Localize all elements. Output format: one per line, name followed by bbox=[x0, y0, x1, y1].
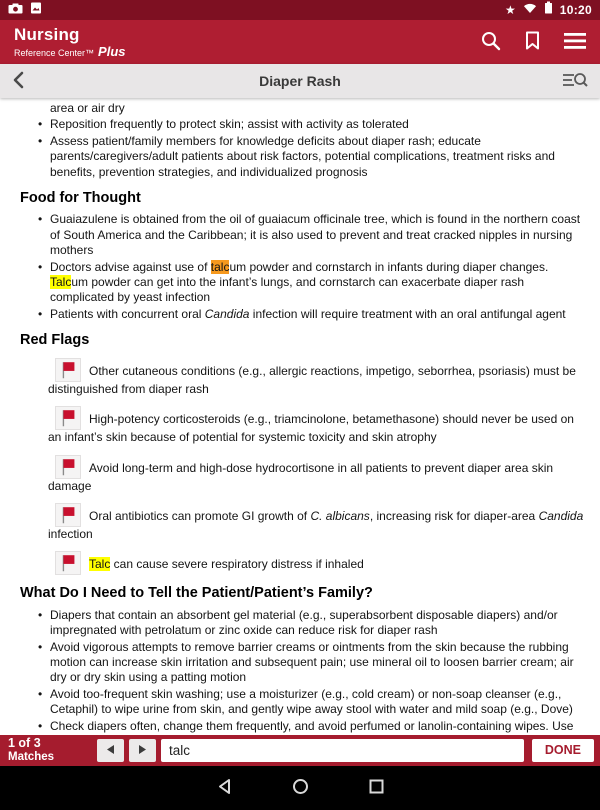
menu-icon bbox=[564, 33, 586, 52]
text-segment: C. albicans bbox=[310, 508, 370, 523]
android-nav-bar bbox=[0, 766, 600, 810]
battery-icon bbox=[544, 1, 553, 19]
find-bar bbox=[0, 735, 600, 766]
red-flag-icon bbox=[55, 406, 81, 430]
status-bar bbox=[0, 0, 600, 20]
camera-icon bbox=[8, 1, 23, 19]
article-body[interactable] bbox=[0, 98, 600, 735]
text-segment: Other cutaneous conditions (e.g., allergic reactions, impetigo, seborrhea, psoriasis) must be distinguished from diaper rash bbox=[48, 363, 576, 396]
back-icon bbox=[216, 778, 233, 798]
back-chevron-icon bbox=[12, 71, 24, 92]
back-button[interactable] bbox=[12, 71, 24, 92]
app-logo-title: Nursing bbox=[14, 25, 80, 44]
text-segment: Avoid too-frequent skin washing; use a moisturizer (e.g., cold cream) or non-soap cleanser (e.g., Cetaphil) to wipe urine from skin, and gently wipe away stool with water and mild soap (e.g., Dove) bbox=[50, 686, 573, 717]
text-segment: Check diapers often, change them frequently, and avoid perfumed or lanolin-containing wipes. Use bbox=[50, 718, 574, 733]
bullet-item bbox=[37, 134, 584, 180]
next-match-button[interactable] bbox=[129, 739, 156, 762]
search-match: Talc bbox=[50, 275, 72, 290]
status-bar-left bbox=[8, 1, 42, 19]
text-segment: Doctors advise against use of bbox=[50, 259, 211, 274]
text-segment: Candida bbox=[204, 306, 250, 321]
app-bar bbox=[0, 20, 600, 64]
doc-header bbox=[0, 64, 600, 98]
bookmark-button[interactable] bbox=[525, 31, 540, 53]
red-flag-icon bbox=[55, 503, 81, 527]
text-segment: area or air dry bbox=[50, 101, 125, 115]
next-match-icon bbox=[137, 743, 148, 758]
done-button[interactable]: DONE bbox=[532, 739, 594, 762]
red-flag-icon bbox=[55, 358, 81, 382]
bullet-item bbox=[37, 719, 584, 734]
red-flag-item bbox=[20, 503, 584, 542]
star-icon: ★ bbox=[505, 3, 516, 17]
text-segment: infection bbox=[48, 526, 93, 541]
android-home-button[interactable] bbox=[280, 768, 320, 808]
app-logo-plus: Plus bbox=[98, 44, 126, 59]
bookmark-icon bbox=[525, 31, 540, 53]
recents-icon bbox=[368, 778, 385, 798]
bullet-item bbox=[37, 307, 584, 322]
app-bar-actions bbox=[480, 30, 586, 54]
clock: 10:20 bbox=[559, 3, 592, 17]
text-segment: Reposition frequently to protect skin; assist with activity as tolerated bbox=[50, 117, 409, 132]
red-flag-icon bbox=[55, 551, 81, 575]
home-icon bbox=[292, 778, 309, 798]
text-segment: Avoid vigorous attempts to remove barrier creams or ointments from the skin because the rubbing motion can increase skin irritation and subsequent pain; use mineral oil to loosen barrier cream; air dry or dry skin using a patting motion bbox=[50, 639, 574, 685]
bullet-item bbox=[37, 117, 584, 132]
find-on-page-button[interactable] bbox=[562, 71, 588, 92]
find-input[interactable] bbox=[161, 739, 524, 762]
android-recents-button[interactable] bbox=[356, 768, 396, 808]
red-flag-item bbox=[20, 406, 584, 445]
previous-match-icon bbox=[105, 743, 116, 758]
menu-button[interactable] bbox=[564, 33, 586, 52]
text-segment: can cause severe respiratory distress if inhaled bbox=[110, 557, 364, 572]
text-segment: , increasing risk for diaper-area bbox=[369, 508, 539, 523]
match-count bbox=[8, 737, 92, 763]
bullet-item bbox=[37, 687, 584, 718]
find-on-page-icon bbox=[562, 71, 588, 92]
app-logo bbox=[14, 26, 126, 58]
text-segment: Avoid long-term and high-dose hydrocortisone in all patients to prevent diaper area skin damage bbox=[48, 460, 554, 493]
page-title: Diaper Rash bbox=[259, 73, 341, 89]
search-match: Talc bbox=[89, 557, 111, 572]
text-segment: Patients with concurrent oral bbox=[50, 306, 205, 321]
red-flag-icon bbox=[55, 455, 81, 479]
section-heading: Red Flags bbox=[20, 332, 90, 349]
bullet-item bbox=[37, 212, 584, 258]
screenshot-icon bbox=[30, 1, 42, 19]
text-segment: infection will require treatment with an oral antifungal agent bbox=[249, 306, 566, 321]
android-back-button[interactable] bbox=[204, 768, 244, 808]
text-segment: um powder and cornstarch in infants during diaper changes. bbox=[229, 259, 549, 274]
bullet-item bbox=[37, 260, 584, 306]
section-heading: What Do I Need to Tell the Patient/Patient’s Family? bbox=[20, 585, 373, 602]
search-button[interactable] bbox=[480, 30, 501, 54]
text-segment: um powder can get into the infant’s lungs, and cornstarch can exacerbate diaper rash complicated by yeast infection bbox=[50, 275, 525, 305]
search-match-current: talc bbox=[210, 259, 230, 274]
app-logo-subtitle: Reference Center™ bbox=[14, 48, 95, 58]
wifi-icon bbox=[523, 1, 537, 19]
red-flag-item bbox=[20, 551, 584, 575]
status-bar-right bbox=[505, 1, 592, 19]
text-segment: Guaiazulene is obtained from the oil of guaiacum officinale tree, which is found in the northern coast of South America and the Caribbean; it is also used to prevent and treat cracked nipples in nursing mothers bbox=[50, 212, 581, 258]
text-segment: Candida bbox=[538, 508, 584, 523]
red-flag-item bbox=[20, 455, 584, 494]
bullet-item bbox=[37, 640, 584, 686]
red-flag-item bbox=[20, 358, 584, 397]
bullet-item bbox=[37, 608, 584, 639]
match-position: 1 of 3 bbox=[8, 736, 41, 751]
section-heading: Food for Thought bbox=[20, 190, 141, 207]
search-icon bbox=[480, 30, 501, 54]
text-segment: Oral antibiotics can promote GI growth of bbox=[89, 508, 311, 523]
match-label: Matches bbox=[8, 751, 55, 764]
text-segment: Assess patient/family members for knowledge deficits about diaper rash; educate parents/caregivers/adult patients about risk factors, potential complications, treatment risks and benefits, prevention strategies, and individualized prognosis bbox=[50, 133, 555, 179]
text-segment: Diapers that contain an absorbent gel material (e.g., superabsorbent disposable diapers) and/or impregnated with petrolatum or zinc oxide can reduce risk for diaper rash bbox=[50, 607, 558, 638]
text-segment: High-potency corticosteroids (e.g., triamcinolone, betamethasone) should never be used on an infant’s skin because of potential for systemic toxicity and skin atrophy bbox=[48, 412, 574, 445]
previous-match-button[interactable] bbox=[97, 739, 124, 762]
bullet-item bbox=[37, 101, 584, 116]
